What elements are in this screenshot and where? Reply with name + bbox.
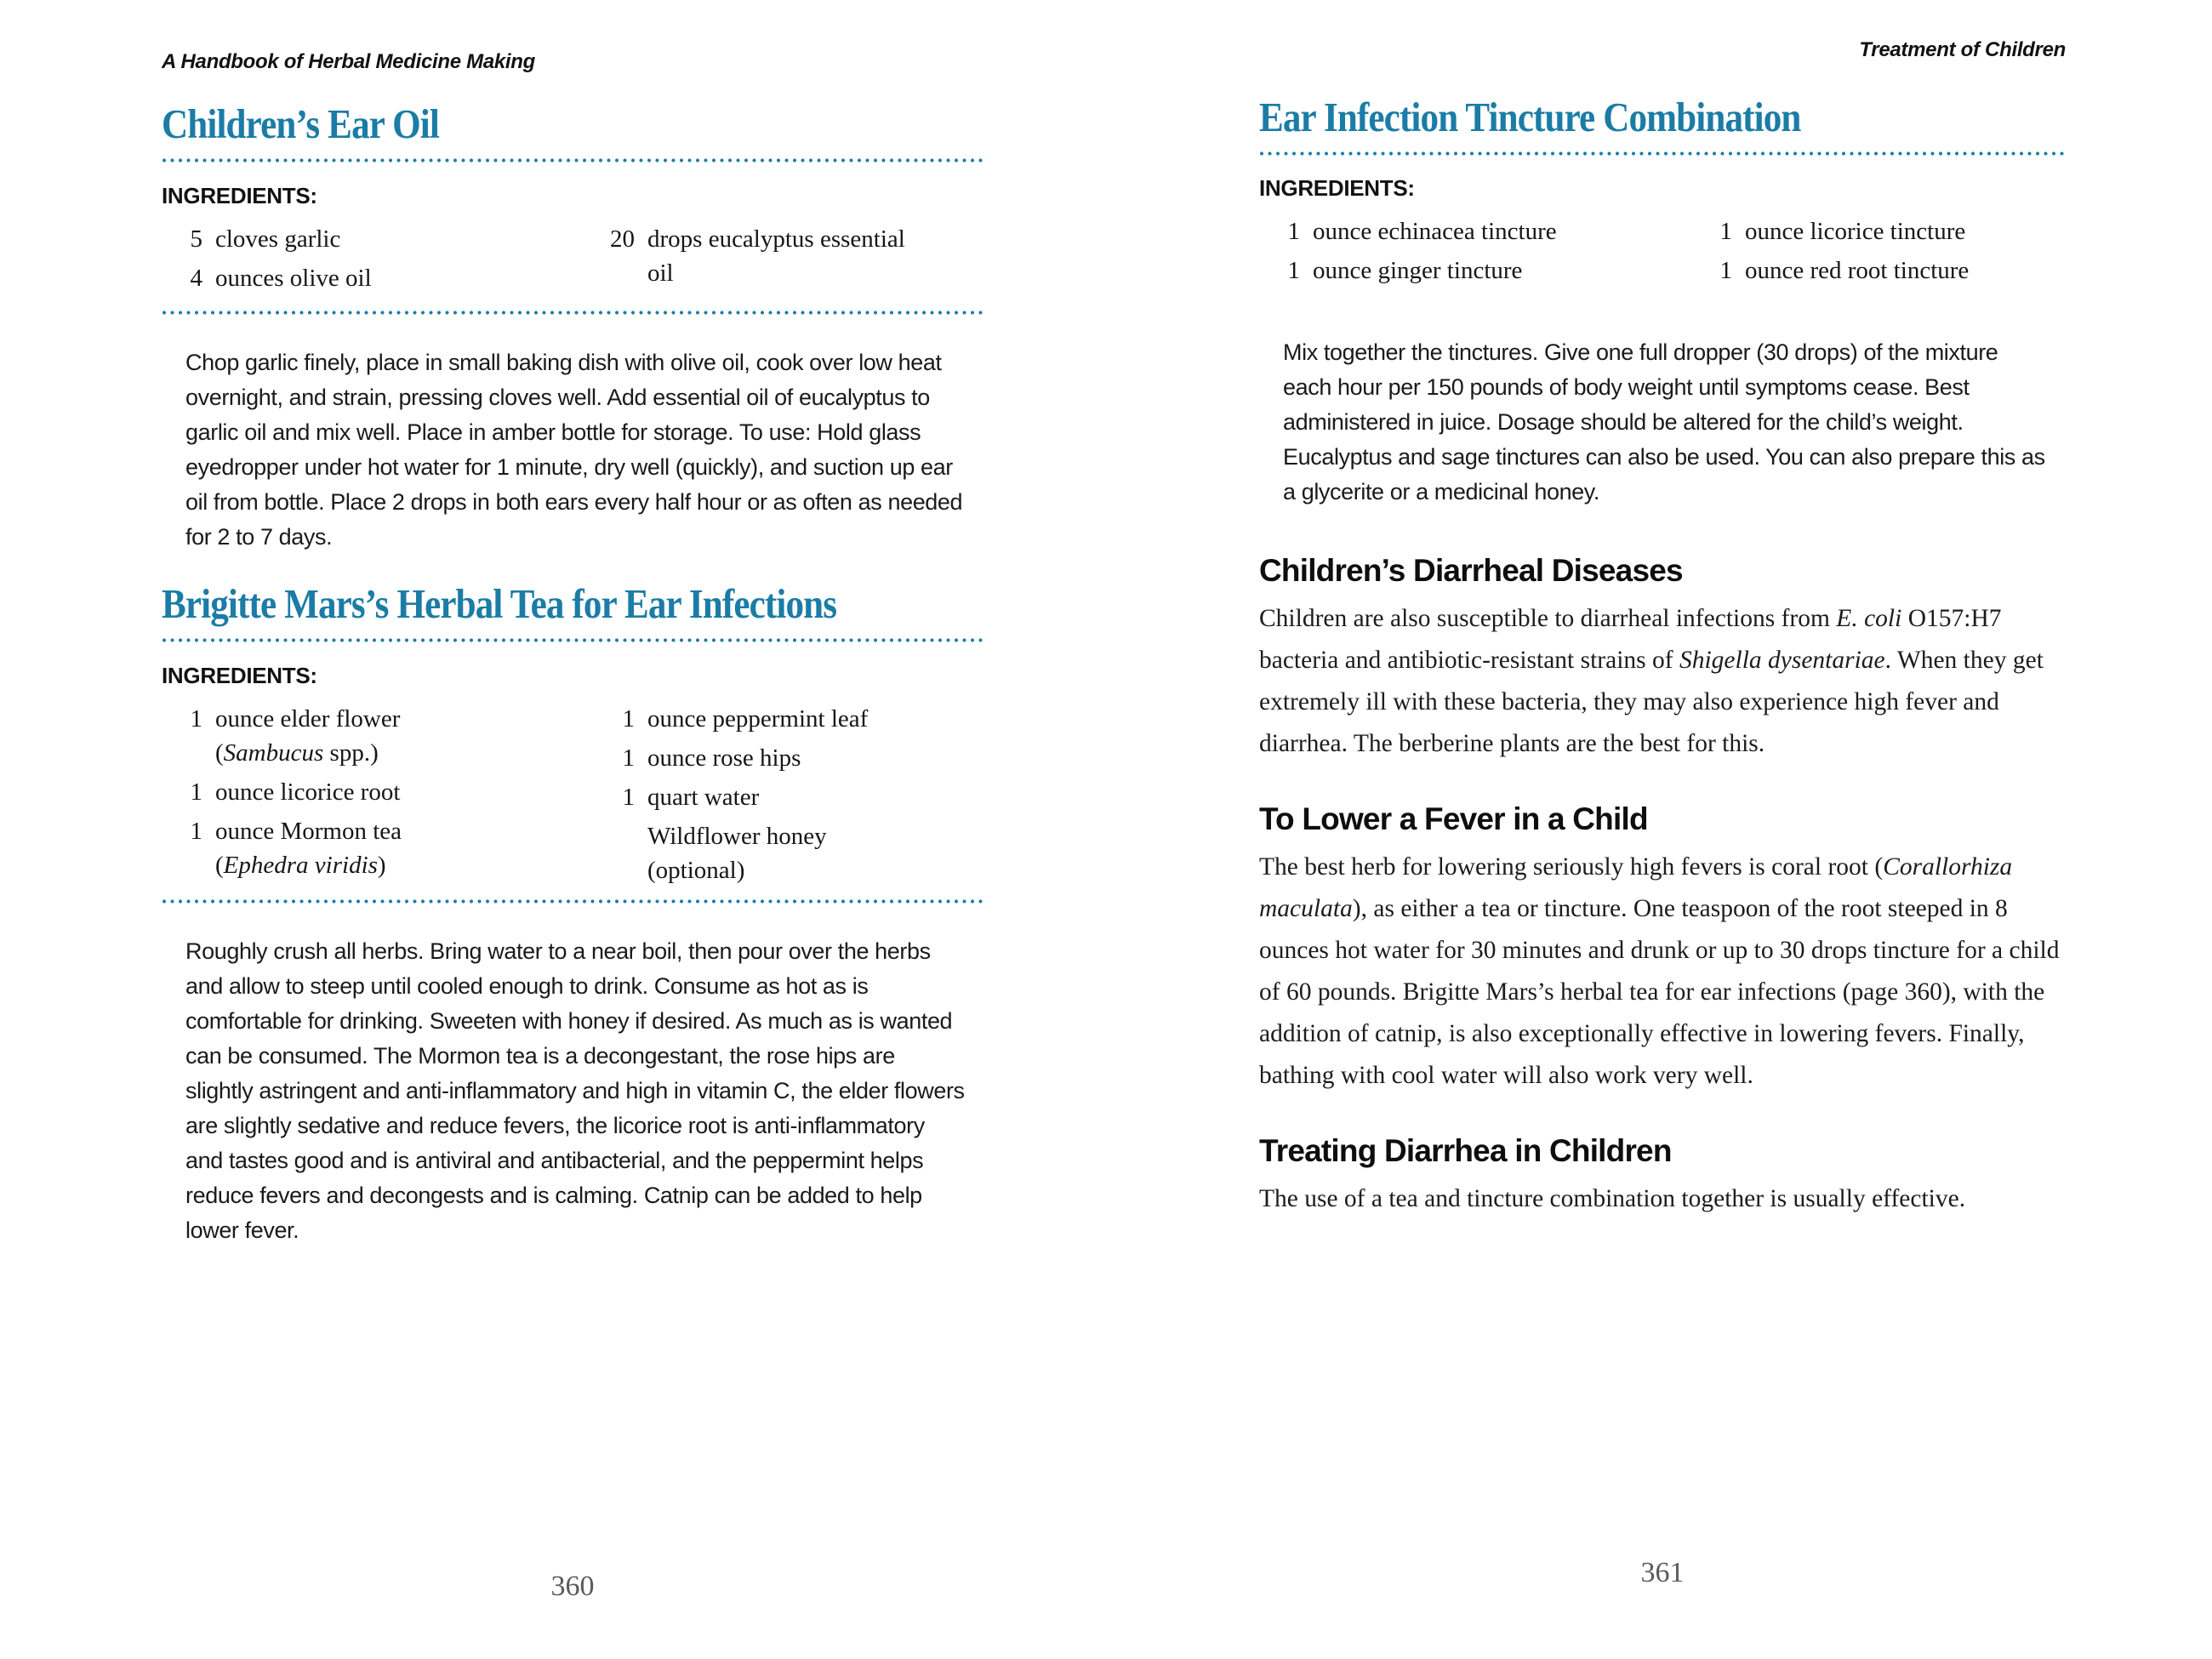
ingredients-column-2 xyxy=(604,222,983,300)
ingredient-qty: 1 xyxy=(622,784,635,811)
ingredient-text: ounce rose hips xyxy=(647,744,801,772)
ingredient-text: ounce licorice tincture xyxy=(1745,218,1966,245)
recipe-instructions: Roughly crush all herbs. Bring water to a near boil, then pour over the herbs and allow to steep until cooled enough to drink. Consume as hot as is comfortable for drinking. Sweeten with honey if desired. As much as is wanted can be consumed. The Mormon tea is a decongestant, the rose hips are slightly astringent and anti-inflammatory and high in vitamin C, the elder flowers are slightly sedative and reduce fevers, the licorice root is anti-inflammatory and tastes good and is antiviral and antibacterial, and the peppermint helps reduce fevers and decongests and is calming. Catnip can be added to help lower fever. xyxy=(185,938,965,1243)
recipe-title-brigitte-mars-herbal-tea: Brigitte Mars’s Herbal Tea for Ear Infections xyxy=(162,580,837,627)
running-head-right: Treatment of Children xyxy=(1859,38,2066,61)
ingredients-grid xyxy=(162,222,983,300)
recipe-title-childrens-ear-oil: Children’s Ear Oil xyxy=(162,100,439,147)
ingredient-item xyxy=(604,780,983,814)
ingredients-column-1 xyxy=(1269,214,1702,293)
ingredient-text: Wildflower honey (optional) xyxy=(647,823,827,884)
ingredient-qty: 1 xyxy=(1719,218,1732,245)
ingredient-item xyxy=(604,819,983,887)
ingredient-qty: 20 xyxy=(610,225,635,253)
ingredients-column-1 xyxy=(172,702,604,892)
ingredient-qty: 1 xyxy=(190,818,202,845)
dotted-rule xyxy=(162,899,983,904)
ingredients-grid xyxy=(1259,214,2066,293)
ingredient-text: ounce peppermint leaf xyxy=(647,705,869,733)
section-heading-diarrheal-diseases: Children’s Diarrheal Diseases xyxy=(1259,553,1683,588)
dotted-rule xyxy=(162,638,983,642)
ingredient-text: ounce licorice root xyxy=(215,778,401,806)
ingredient-text: ounce red root tincture xyxy=(1745,257,1970,284)
ingredient-qty: 1 xyxy=(190,778,202,806)
dotted-rule xyxy=(1259,151,2066,156)
ingredient-item xyxy=(172,261,604,295)
ingredient-text: drops eucalyptus essential oil xyxy=(647,225,905,287)
ingredient-text: quart water xyxy=(647,784,760,811)
page-number-right: 361 xyxy=(1640,1557,1685,1588)
ingredients-label: INGREDIENTS: xyxy=(1259,175,1415,201)
ingredient-item xyxy=(604,702,983,736)
dotted-rule xyxy=(162,311,983,315)
ingredient-item xyxy=(172,222,604,256)
running-head-left: A Handbook of Herbal Medicine Making xyxy=(162,50,536,73)
ingredient-qty: 1 xyxy=(1287,257,1300,284)
page-number-left: 360 xyxy=(550,1571,595,1602)
right-page xyxy=(1259,0,2066,1659)
ingredient-item xyxy=(1702,254,2066,288)
ingredient-text: ounce echinacea tincture xyxy=(1313,218,1557,245)
ingredient-item xyxy=(604,741,983,775)
ingredients-label: INGREDIENTS: xyxy=(162,183,317,208)
ingredient-item xyxy=(172,814,604,882)
ingredients-column-2 xyxy=(1702,214,2066,293)
recipe-title-ear-infection-tincture: Ear Infection Tincture Combination xyxy=(1259,94,1801,140)
section-body: The best herb for lowering seriously high fevers is coral root (Corallorhiza maculata), as either a tea or tincture. One teaspoon of the root steeped in 8 ounces hot water for 30 minutes and drunk or up to 30 drops tincture for a child of 60 pounds. Brigitte Mars’s herbal tea for ear infections (page 360), with the addition of catnip, is also exceptionally effective in lowering fevers. Finally, bathing with cool water will also work very well. xyxy=(1259,853,2060,1089)
ingredient-item xyxy=(1269,214,1702,248)
left-page xyxy=(162,0,983,1659)
recipe-instructions: Chop garlic finely, place in small baking dish with olive oil, cook over low heat overnight, and strain, pressing cloves well. Add essential oil of eucalyptus to garlic oil and mix well. Place in amber bottle for storage. To use: Hold glass eyedropper under hot water for 1 minute, dry well (quickly), and suction up ear oil from bottle. Place 2 drops in both ears every half hour or as often as needed for 2 to 7 days. xyxy=(185,350,963,550)
ingredient-qty: 1 xyxy=(1719,257,1732,284)
ingredient-item xyxy=(1702,214,2066,248)
ingredient-qty: 4 xyxy=(190,265,202,292)
ingredient-text: ounce ginger tincture xyxy=(1313,257,1523,284)
ingredients-column-1 xyxy=(172,222,604,300)
ingredient-text: ounce Mormon tea (Ephedra viridis) xyxy=(215,818,402,879)
ingredient-item xyxy=(172,775,604,809)
ingredient-qty: 1 xyxy=(190,705,202,733)
ingredient-item xyxy=(172,702,604,770)
section-body: The use of a tea and tincture combination together is usually effective. xyxy=(1259,1185,1966,1212)
ingredients-column-2 xyxy=(604,702,983,892)
ingredient-item xyxy=(604,222,983,290)
section-body: Children are also susceptible to diarrheal infections from E. coli O157:H7 bacteria and antibiotic-resistant strains of Shigella dysentariae. When they get extremely ill with these bacteria, they may also experience high fever and diarrhea. The berberine plants are the best for this. xyxy=(1259,605,2044,757)
section-heading-lower-fever: To Lower a Fever in a Child xyxy=(1259,801,1648,836)
section-heading-treating-diarrhea: Treating Diarrhea in Children xyxy=(1259,1133,1672,1168)
ingredient-qty: 5 xyxy=(190,225,202,253)
ingredient-text: ounces olive oil xyxy=(215,265,372,292)
ingredient-text: cloves garlic xyxy=(215,225,341,253)
ingredients-grid xyxy=(162,702,983,892)
ingredients-label: INGREDIENTS: xyxy=(162,663,317,688)
dotted-rule xyxy=(162,158,983,162)
ingredient-qty: 1 xyxy=(622,705,635,733)
ingredient-item xyxy=(1269,254,1702,288)
ingredient-qty xyxy=(604,819,635,887)
ingredient-qty: 1 xyxy=(1287,218,1300,245)
ingredient-text: ounce elder flower (Sambucus spp.) xyxy=(215,705,401,767)
ingredient-qty: 1 xyxy=(622,744,635,772)
recipe-instructions: Mix together the tinctures. Give one full dropper (30 drops) of the mixture each hour per 150 pounds of body weight until symptoms cease. Best administered in juice. Dosage should be altered for the child’s weight. Eucalyptus and sage tinctures can also be used. You can also prepare this as a glycerite or a medicinal honey. xyxy=(1283,339,2045,505)
